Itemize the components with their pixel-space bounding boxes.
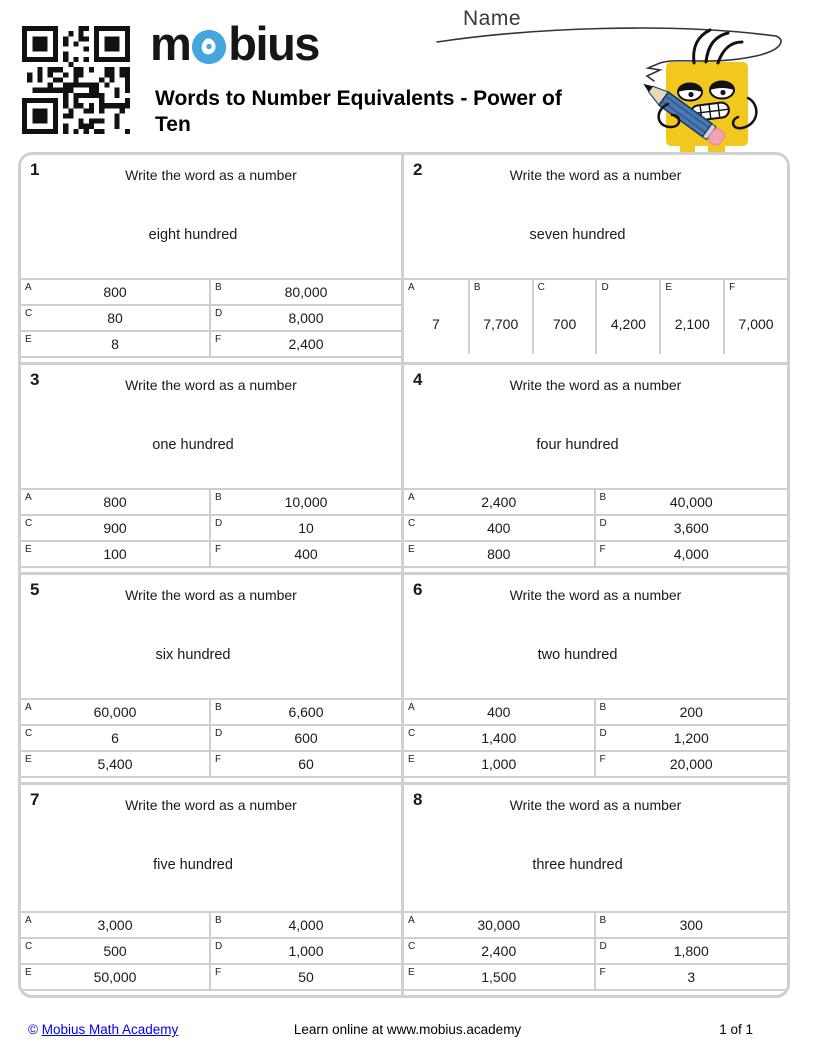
page-footer bbox=[0, 1022, 815, 1044]
choice-value: 500 bbox=[103, 943, 127, 959]
academy-link[interactable]: Mobius Math Academy bbox=[41, 1022, 179, 1037]
worksheet-title: Words to Number Equivalents - Power of Ten bbox=[155, 87, 562, 136]
mobius-swirl-icon bbox=[191, 29, 227, 65]
choice-letter: A bbox=[25, 915, 32, 926]
answer-choice[interactable] bbox=[404, 488, 596, 514]
answer-choice[interactable] bbox=[404, 750, 596, 776]
copyright-symbol: © bbox=[28, 1022, 38, 1037]
answer-table bbox=[404, 278, 787, 354]
choice-letter: A bbox=[25, 282, 32, 293]
answer-table bbox=[404, 488, 787, 568]
choice-value: 400 bbox=[487, 520, 511, 536]
choice-value: 50,000 bbox=[93, 969, 137, 985]
choice-value: 100 bbox=[103, 546, 127, 562]
problem-prompt: Write the word as a number bbox=[509, 587, 682, 603]
choice-value: 3,600 bbox=[673, 520, 709, 536]
answer-table bbox=[21, 278, 401, 358]
choice-value: 200 bbox=[679, 704, 703, 720]
answer-choice[interactable] bbox=[21, 724, 211, 750]
answer-choice[interactable] bbox=[211, 514, 401, 540]
problem-prompt: Write the word as a number bbox=[125, 587, 297, 603]
choice-letter: F bbox=[215, 544, 222, 555]
logo-text-post: bius bbox=[228, 17, 319, 70]
choice-value: 6 bbox=[111, 730, 119, 746]
choice-letter: F bbox=[215, 334, 222, 345]
choice-letter: D bbox=[215, 941, 223, 952]
answer-choice[interactable] bbox=[595, 278, 659, 354]
problem-word: four hundred bbox=[536, 437, 619, 453]
answer-table bbox=[21, 698, 401, 778]
problem-cell bbox=[404, 785, 787, 995]
choice-letter: A bbox=[408, 915, 415, 926]
choice-value: 60,000 bbox=[93, 704, 137, 720]
answer-choice[interactable] bbox=[659, 278, 723, 354]
choice-letter: A bbox=[408, 702, 415, 713]
choice-letter: B bbox=[599, 915, 607, 926]
choice-letter: D bbox=[599, 941, 607, 952]
choice-letter: C bbox=[25, 518, 33, 529]
choice-letter: D bbox=[601, 282, 609, 293]
problem-word: seven hundred bbox=[529, 227, 626, 243]
problem-prompt: Write the word as a number bbox=[509, 797, 682, 813]
answer-choice[interactable] bbox=[211, 540, 401, 566]
choice-value: 300 bbox=[679, 917, 703, 933]
choice-letter: D bbox=[599, 518, 607, 529]
choice-letter: B bbox=[215, 702, 222, 713]
answer-choice[interactable] bbox=[211, 278, 401, 304]
choice-value: 3,000 bbox=[97, 917, 133, 933]
choice-value: 6,600 bbox=[288, 704, 324, 720]
problem-number: 3 bbox=[30, 370, 40, 389]
answer-choice[interactable] bbox=[211, 698, 401, 724]
choice-letter: A bbox=[408, 282, 415, 293]
answer-choice[interactable] bbox=[596, 911, 788, 937]
choice-letter: C bbox=[25, 941, 33, 952]
answer-choice[interactable] bbox=[21, 698, 211, 724]
choice-value: 10 bbox=[298, 520, 314, 536]
problem-word: five hundred bbox=[153, 857, 233, 873]
choice-value: 4,200 bbox=[610, 316, 646, 332]
problem-prompt: Write the word as a number bbox=[509, 377, 682, 393]
footer-center-text: Learn online at www.mobius.academy bbox=[293, 1022, 522, 1037]
choice-letter: B bbox=[215, 915, 222, 926]
problem-cell bbox=[21, 155, 404, 365]
choice-letter: C bbox=[408, 518, 416, 529]
choice-letter: C bbox=[537, 282, 545, 293]
problem-prompt: Write the word as a number bbox=[125, 377, 297, 393]
choice-value: 400 bbox=[294, 546, 318, 562]
answer-choice[interactable] bbox=[468, 278, 532, 354]
choice-value: 1,500 bbox=[481, 969, 517, 985]
choice-letter: B bbox=[599, 492, 607, 503]
mascot-illustration bbox=[410, 0, 805, 165]
answer-choice[interactable] bbox=[596, 488, 788, 514]
choice-letter: A bbox=[408, 492, 415, 503]
choice-letter: E bbox=[408, 967, 415, 978]
answer-choice[interactable] bbox=[211, 304, 401, 330]
answer-choice[interactable] bbox=[596, 937, 788, 963]
answer-table bbox=[21, 488, 401, 568]
answer-choice[interactable] bbox=[21, 278, 211, 304]
answer-choice[interactable] bbox=[404, 724, 596, 750]
choice-letter: A bbox=[25, 702, 32, 713]
choice-value: 800 bbox=[103, 494, 127, 510]
choice-letter: E bbox=[25, 754, 32, 765]
name-label: Name bbox=[463, 7, 522, 30]
choice-letter: E bbox=[25, 967, 32, 978]
choice-value: 8,000 bbox=[288, 310, 324, 326]
choice-value: 400 bbox=[487, 704, 511, 720]
problem-cell bbox=[404, 365, 787, 575]
choice-value: 1,200 bbox=[673, 730, 709, 746]
choice-value: 7,700 bbox=[483, 316, 519, 332]
problem-prompt: Write the word as a number bbox=[509, 167, 682, 183]
choice-letter: C bbox=[408, 941, 416, 952]
pencil-mascot bbox=[639, 30, 757, 164]
choice-value: 60 bbox=[298, 756, 314, 772]
choice-value: 20,000 bbox=[669, 756, 713, 772]
logo-text-pre: m bbox=[150, 17, 191, 70]
choice-letter: F bbox=[729, 282, 736, 293]
problem-number: 2 bbox=[413, 160, 423, 179]
answer-choice[interactable] bbox=[211, 937, 401, 963]
choice-letter: F bbox=[599, 967, 606, 978]
choice-value: 800 bbox=[103, 284, 127, 300]
choice-value: 600 bbox=[294, 730, 318, 746]
choice-value: 80,000 bbox=[284, 284, 328, 300]
answer-choice[interactable] bbox=[21, 304, 211, 330]
choice-value: 50 bbox=[298, 969, 314, 985]
choice-value: 40,000 bbox=[669, 494, 713, 510]
answer-choice[interactable] bbox=[404, 937, 596, 963]
choice-value: 4,000 bbox=[673, 546, 709, 562]
problem-cell bbox=[21, 365, 404, 575]
problem-number: 6 bbox=[413, 580, 423, 599]
answer-choice[interactable] bbox=[596, 698, 788, 724]
problems-grid bbox=[18, 152, 790, 998]
answer-choice[interactable] bbox=[21, 488, 211, 514]
choice-letter: C bbox=[25, 308, 33, 319]
choice-value: 8 bbox=[111, 336, 119, 352]
choice-value: 7,000 bbox=[738, 316, 774, 332]
problem-prompt: Write the word as a number bbox=[125, 167, 297, 183]
choice-value: 2,400 bbox=[481, 943, 517, 959]
answer-choice[interactable] bbox=[404, 540, 596, 566]
choice-value: 800 bbox=[487, 546, 511, 562]
choice-letter: C bbox=[25, 728, 33, 739]
choice-value: 10,000 bbox=[284, 494, 328, 510]
answer-choice[interactable] bbox=[211, 911, 401, 937]
answer-choice[interactable] bbox=[21, 514, 211, 540]
answer-choice[interactable] bbox=[404, 698, 596, 724]
choice-letter: E bbox=[25, 334, 32, 345]
answer-choice[interactable] bbox=[21, 937, 211, 963]
problem-cell bbox=[404, 575, 787, 785]
choice-value: 700 bbox=[552, 316, 577, 332]
answer-choice[interactable] bbox=[21, 963, 211, 989]
answer-choice[interactable] bbox=[211, 724, 401, 750]
choice-value: 1,400 bbox=[481, 730, 517, 746]
answer-choice[interactable] bbox=[21, 330, 211, 356]
choice-letter: F bbox=[599, 754, 606, 765]
answer-table bbox=[404, 698, 787, 778]
problem-number: 7 bbox=[30, 790, 40, 809]
choice-letter: E bbox=[408, 544, 415, 555]
problem-number: 5 bbox=[30, 580, 40, 599]
answer-choice[interactable] bbox=[211, 963, 401, 989]
choice-letter: E bbox=[665, 282, 672, 293]
choice-value: 1,000 bbox=[481, 756, 517, 772]
problem-number: 4 bbox=[413, 370, 423, 389]
choice-value: 30,000 bbox=[477, 917, 521, 933]
qr-code-pattern bbox=[20, 26, 132, 134]
answer-choice[interactable] bbox=[723, 278, 787, 354]
choice-letter: E bbox=[408, 754, 415, 765]
choice-value: 2,100 bbox=[674, 316, 710, 332]
choice-value: 7 bbox=[432, 316, 440, 332]
choice-letter: F bbox=[215, 754, 222, 765]
answer-choice[interactable] bbox=[596, 963, 788, 989]
answer-choice[interactable] bbox=[596, 724, 788, 750]
answer-choice[interactable] bbox=[21, 750, 211, 776]
problem-word: two hundred bbox=[537, 647, 618, 663]
choice-value: 1,800 bbox=[673, 943, 709, 959]
answer-table bbox=[21, 911, 401, 991]
answer-choice[interactable] bbox=[211, 330, 401, 356]
answer-choice[interactable] bbox=[596, 514, 788, 540]
answer-choice[interactable] bbox=[596, 540, 788, 566]
problem-cell bbox=[404, 155, 787, 365]
problem-word: six hundred bbox=[155, 647, 231, 663]
choice-value: 3 bbox=[687, 969, 696, 985]
choice-letter: B bbox=[215, 282, 222, 293]
problem-cell bbox=[21, 785, 404, 995]
choice-letter: F bbox=[599, 544, 606, 555]
choice-letter: D bbox=[599, 728, 607, 739]
mobius-logo bbox=[150, 16, 319, 71]
choice-letter: B bbox=[215, 492, 222, 503]
answer-choice[interactable] bbox=[211, 488, 401, 514]
problem-word: three hundred bbox=[532, 857, 623, 873]
choice-value: 80 bbox=[107, 310, 123, 326]
answer-choice[interactable] bbox=[211, 750, 401, 776]
choice-letter: B bbox=[599, 702, 607, 713]
choice-letter: D bbox=[215, 728, 223, 739]
choice-letter: F bbox=[215, 967, 222, 978]
answer-choice[interactable] bbox=[404, 911, 596, 937]
answer-choice[interactable] bbox=[404, 514, 596, 540]
problem-word: one hundred bbox=[152, 437, 234, 453]
choice-letter: A bbox=[25, 492, 32, 503]
problem-word: eight hundred bbox=[148, 227, 238, 243]
choice-value: 900 bbox=[103, 520, 127, 536]
answer-choice[interactable] bbox=[532, 278, 596, 354]
answer-choice[interactable] bbox=[404, 963, 596, 989]
answer-choice[interactable] bbox=[404, 278, 468, 354]
choice-letter: B bbox=[473, 282, 481, 293]
answer-table bbox=[404, 911, 787, 991]
problem-number: 8 bbox=[413, 790, 423, 809]
choice-value: 1,000 bbox=[288, 943, 324, 959]
choice-value: 2,400 bbox=[481, 494, 517, 510]
page-indicator: 1 of 1 bbox=[719, 1022, 753, 1037]
qr-code bbox=[20, 26, 132, 134]
answer-choice[interactable] bbox=[21, 540, 211, 566]
choice-value: 4,000 bbox=[288, 917, 324, 933]
problem-cell bbox=[21, 575, 404, 785]
mascot-hair bbox=[694, 30, 742, 63]
problem-number: 1 bbox=[30, 160, 40, 179]
answer-choice[interactable] bbox=[21, 911, 211, 937]
choice-letter: E bbox=[25, 544, 32, 555]
choice-value: 5,400 bbox=[97, 756, 133, 772]
answer-choice[interactable] bbox=[596, 750, 788, 776]
problem-prompt: Write the word as a number bbox=[125, 797, 297, 813]
choice-letter: D bbox=[215, 308, 223, 319]
choice-letter: C bbox=[408, 728, 416, 739]
choice-value: 2,400 bbox=[288, 336, 324, 352]
choice-letter: D bbox=[215, 518, 223, 529]
